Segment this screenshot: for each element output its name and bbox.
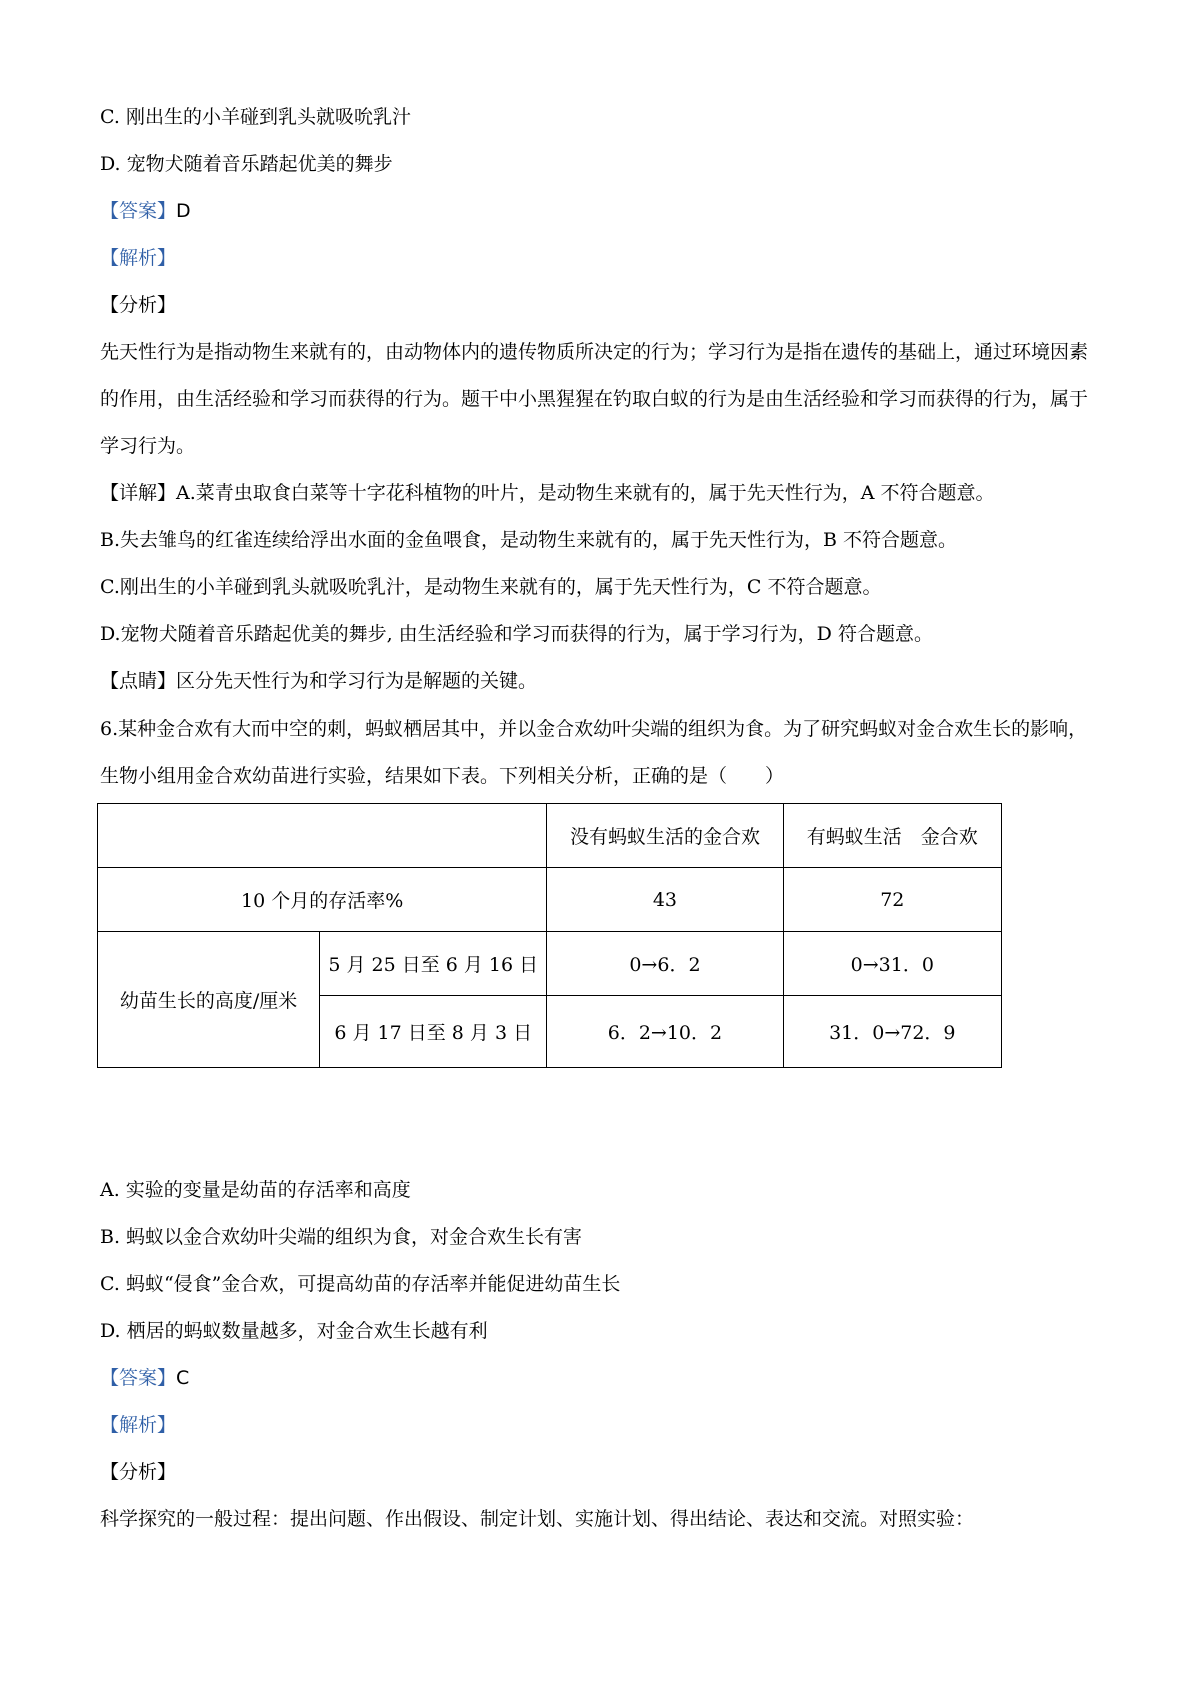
detail-b: B.失去雏鸟的红雀连续给浮出水面的金鱼喂食，是动物生来就有的，属于先天性行为，B 不符合题意。 [100,529,958,551]
period2-label: 6 月 17 日至 8 月 3 日 [320,996,547,1068]
table-row [98,868,1002,932]
fenxi-label: 【分析】 [100,1461,177,1483]
detail-d: D.宠物犬随着音乐踏起优美的舞步, 由生活经验和学习而获得的行为，属于学习行为，D 符合题意。 [100,623,933,645]
period1-with-ants: 0→31．0 [783,932,1001,996]
survival-label: 10 个月的存活率% [98,868,547,932]
answer-value: C [176,1367,190,1389]
table-corner-cell [98,804,547,868]
survival-with-ants: 72 [783,868,1001,932]
table-row [98,932,1002,996]
option-d: D. 栖居的蚂蚁数量越多，对金合欢生长越有利 [100,1320,488,1342]
survival-without-ants: 43 [547,868,783,932]
table-header-row [98,804,1002,868]
option-c: C. 蚂蚁“侵食”金合欢，可提高幼苗的存活率并能促进幼苗生长 [100,1273,621,1295]
period2-with-ants: 31．0→72．9 [783,996,1001,1068]
detail-c: C.刚出生的小羊碰到乳头就吸吮乳汁，是动物生来就有的，属于先天性行为，C 不符合题意。 [100,576,882,598]
experiment-table [97,803,1002,1068]
height-label: 幼苗生长的高度/厘米 [98,932,320,1068]
fenxi-paragraph-q6: 科学探究的一般过程：提出问题、作出假设、制定计划、实施计划、得出结论、表达和交流。对照实验： [100,1508,975,1530]
period1-without-ants: 0→6．2 [547,932,783,996]
answer-label: 【答案】 [100,1367,177,1389]
fenxi-label: 【分析】 [100,294,177,316]
question-6-stem: 6.某种金合欢有大而中空的刺，蚂蚁栖居其中，并以金合欢幼叶尖端的组织为食。为了研究蚂蚁对金合欢生长的影响，生物小组用金合欢幼苗进行实验，结果如下表。下列相关分析，正确的是（ ） [100,718,1088,787]
period2-without-ants: 6．2→10．2 [547,996,783,1068]
answer-line-q5 [100,198,191,224]
detail-a: 【详解】A.菜青虫取食白菜等十字花科植物的叶片，是动物生来就有的，属于先天性行为，A 不符合题意。 [100,482,995,504]
answer-line-q6 [100,1365,189,1391]
header-without-ants: 没有蚂蚁生活的金合欢 [547,804,783,868]
analysis-label: 【解析】 [100,247,177,269]
dianjing: 【点睛】区分先天性行为和学习行为是解题的关键。 [100,670,538,692]
analysis-label: 【解析】 [100,1414,177,1436]
option-d-prev: D. 宠物犬随着音乐踏起优美的舞步 [100,153,393,175]
answer-label: 【答案】 [100,200,177,222]
answer-value: D [176,200,191,222]
option-a: A. 实验的变量是幼苗的存活率和高度 [100,1179,411,1201]
option-c-prev: C. 刚出生的小羊碰到乳头就吸吮乳汁 [100,106,411,128]
header-with-ants: 有蚂蚁生活 金合欢 [783,804,1001,868]
fenxi-paragraph: 先天性行为是指动物生来就有的，由动物体内的遗传物质所决定的行为；学习行为是指在遗传的基础上，通过环境因素的作用，由生活经验和学习而获得的行为。题干中小黑猩猩在钓取白蚁的行为是由生活经验和学习而获得的行为，属于学习行为。 [100,341,1089,457]
option-b: B. 蚂蚁以金合欢幼叶尖端的组织为食，对金合欢生长有害 [100,1226,583,1248]
period1-label: 5 月 25 日至 6 月 16 日 [320,932,547,996]
